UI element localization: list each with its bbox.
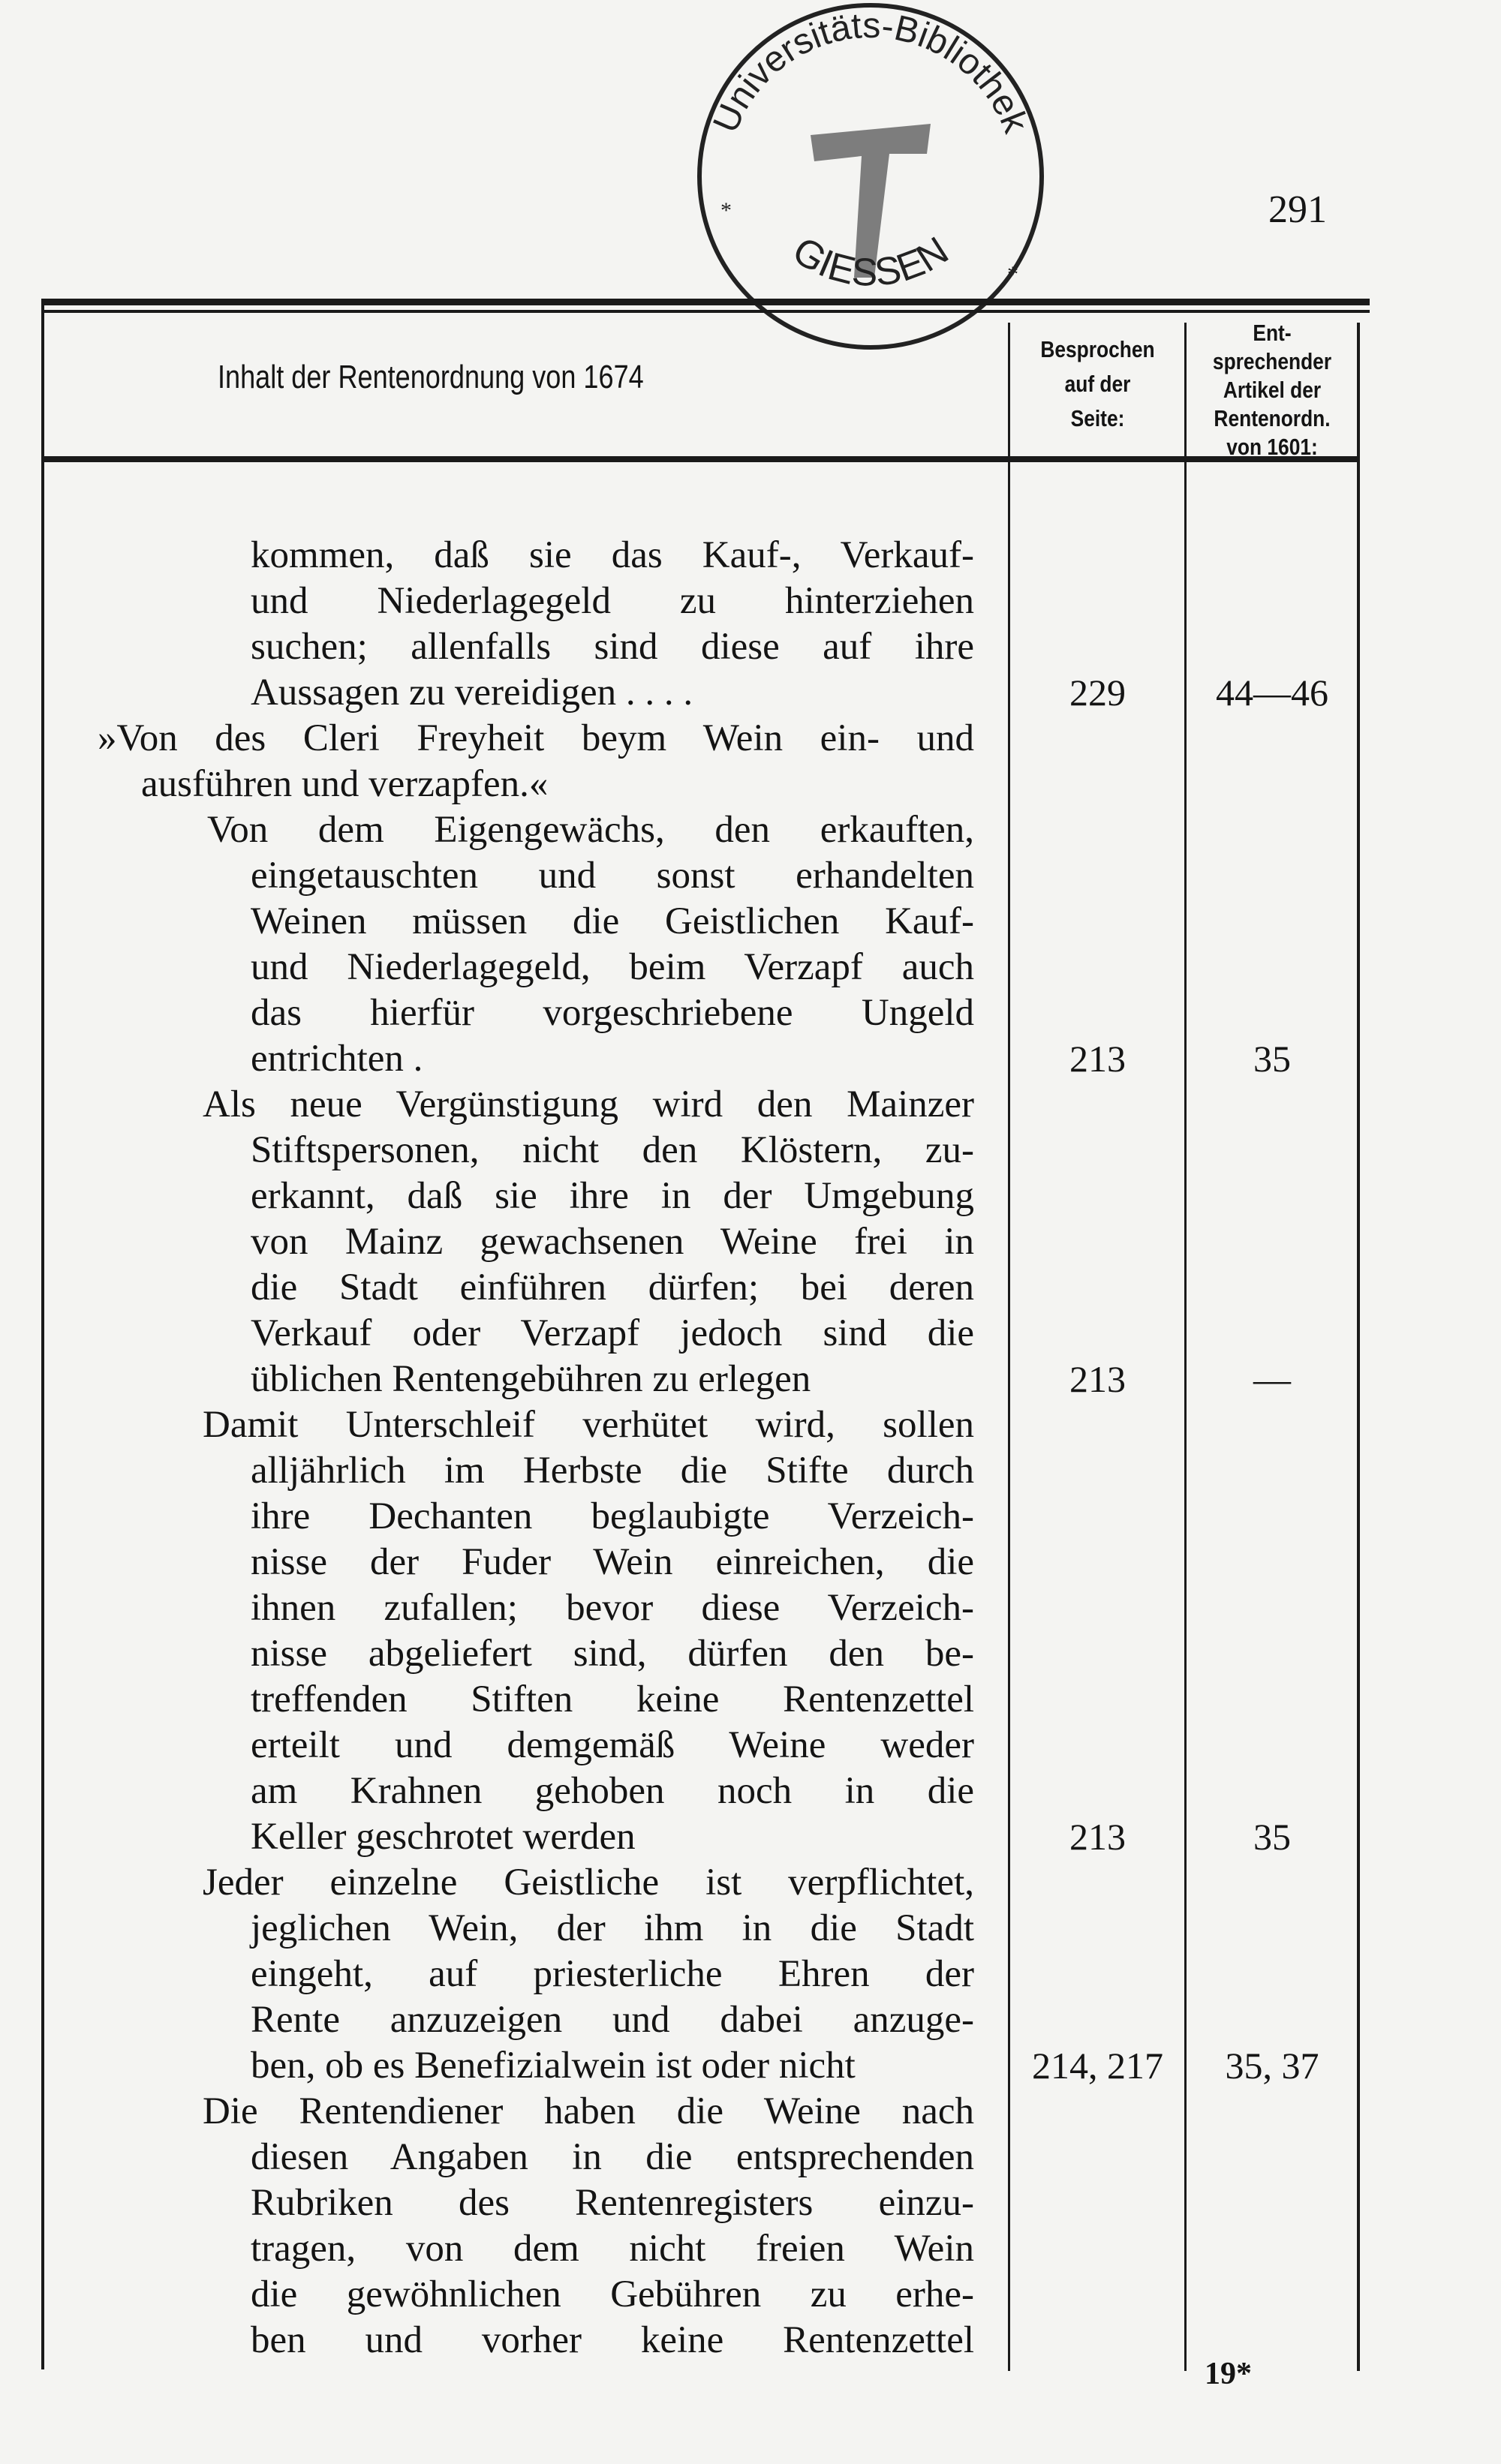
table-row <box>0 1631 1009 1677</box>
table-row <box>0 2135 1009 2180</box>
table-row <box>0 1540 1009 1585</box>
content-line: Jeder einzelne Geistliche ist verpflichtet, <box>203 1862 974 1904</box>
table-row <box>0 1036 1291 1082</box>
table-row <box>0 578 1009 624</box>
article-reference: 35, 37 <box>1225 2045 1319 2087</box>
table-row <box>0 1357 1291 1402</box>
content-line: erteilt und demgemäß Weine weder <box>251 1724 974 1766</box>
table-row <box>0 762 1009 807</box>
article-reference: 35 <box>1253 1038 1291 1080</box>
header-line: von 1601: <box>1226 434 1318 460</box>
content-line: entrichten . <box>251 1038 423 1080</box>
table-row <box>0 670 1328 716</box>
article-reference: 44—46 <box>1216 672 1328 714</box>
header-line: Rentenordn. <box>1214 405 1331 431</box>
table-row <box>0 1585 1009 1631</box>
table-row <box>0 1997 1009 2043</box>
table-row <box>0 1448 1009 1494</box>
table-row <box>0 1082 1009 1128</box>
header-line: Seite: <box>1070 405 1125 431</box>
content-line: üblichen Rentengebühren zu erlegen <box>251 1358 811 1400</box>
stamp-bottom-text: GIESSEN <box>784 228 957 296</box>
content-line: die Stadt einführen dürfen; bei deren <box>251 1267 974 1309</box>
content-line: ben, ob es Benefizialwein ist oder nicht <box>251 2045 856 2087</box>
page-reference: 229 <box>1069 672 1126 714</box>
content-line: die gewöhnlichen Gebühren zu erhe- <box>251 2273 974 2315</box>
article-reference: 35 <box>1253 1816 1291 1858</box>
table-row <box>0 1860 1009 1906</box>
page-number: 291 <box>1268 188 1327 231</box>
content-line: Als neue Vergünstigung wird den Mainzer <box>203 1083 974 1125</box>
content-line: Von dem Eigengewächs, den erkauften, <box>207 809 974 851</box>
header-line: auf der <box>1064 371 1131 397</box>
table-row <box>0 1494 1009 1540</box>
content-line: Rubriken des Rentenregisters einzu- <box>251 2182 974 2224</box>
signature-mark: 19* <box>1205 2357 1252 2391</box>
table-row <box>0 899 1009 945</box>
table-row <box>0 1173 1009 1219</box>
table-row <box>0 990 1009 1036</box>
table-row <box>0 2180 1009 2226</box>
content-column-header: Inhalt der Rentenordnung von 1674 <box>218 359 644 395</box>
content-line: Rente anzuzeigen und dabei anzuge- <box>251 1999 974 2041</box>
table-row <box>0 1952 1009 1997</box>
content-line: das hierfür vorgeschriebene Ungeld <box>251 992 974 1034</box>
table-row <box>0 807 1009 853</box>
article-reference: — <box>1253 1358 1291 1400</box>
table-row <box>0 624 1009 670</box>
content-line: Aussagen zu vereidigen . . . . <box>251 672 693 714</box>
content-line: Weinen müssen die Geistlichen Kauf- <box>251 900 974 942</box>
content-line: treffenden Stiften keine Rentenzettel <box>251 1678 974 1720</box>
svg-text:*: * <box>1007 262 1018 287</box>
content-line: suchen; allenfalls sind diese auf ihre <box>251 626 974 668</box>
content-line: von Mainz gewachsenen Weine frei in <box>251 1221 974 1263</box>
table-row <box>0 1402 1009 1448</box>
content-line: ihre Dechanten beglaubigte Verzeich- <box>251 1495 974 1537</box>
table-row <box>0 1265 1009 1311</box>
content-line: diesen Angaben in die entsprechenden <box>251 2136 974 2178</box>
table-row <box>0 2089 1009 2135</box>
top-thin-rule <box>41 310 1370 313</box>
header-bottom-rule <box>41 456 1358 462</box>
content-line: nisse der Fuder Wein einreichen, die <box>251 1541 974 1583</box>
table-row <box>0 2043 1319 2089</box>
table-row <box>0 1723 1009 1768</box>
table-row <box>0 533 1009 578</box>
header-line: Besprochen <box>1040 336 1155 362</box>
table-row <box>0 1814 1291 1860</box>
table-row <box>0 2226 1009 2272</box>
content-line: Verkauf oder Verzapf jedoch sind die <box>251 1312 974 1354</box>
page-reference: 214, 217 <box>1032 2045 1163 2087</box>
content-line: ihnen zufallen; bevor diese Verzeich- <box>251 1587 974 1629</box>
table-body <box>0 533 1328 2363</box>
page-reference: 213 <box>1069 1038 1126 1080</box>
page-column-header <box>1023 335 1173 433</box>
table-row <box>0 1906 1009 1952</box>
header-line: sprechender <box>1212 348 1332 374</box>
content-line: ausführen und verzapfen.« <box>141 763 549 805</box>
content-line: eingetauschten und sonst erhandelten <box>251 855 974 897</box>
content-line: eingeht, auf priesterliche Ehren der <box>251 1953 974 1995</box>
content-line: und Niederlagegeld zu hinterziehen <box>251 580 974 622</box>
table-row <box>0 716 1009 762</box>
table-row <box>0 2318 1009 2363</box>
content-line: Keller geschrotet werden <box>251 1816 636 1858</box>
content-line: alljährlich im Herbste die Stifte durch <box>251 1450 974 1492</box>
stamp-top-text: Universitäts-Bibliothek <box>705 5 1036 139</box>
content-line: am Krahnen gehoben noch in die <box>251 1770 974 1812</box>
library-stamp <box>683 0 1058 360</box>
content-line: »Von des Cleri Freyheit beym Wein ein- und <box>98 717 974 759</box>
content-line: ben und vorher keine Rentenzettel <box>251 2319 974 2361</box>
content-line: und Niederlagegeld, beim Verzapf auch <box>251 946 974 988</box>
top-thick-rule <box>41 299 1370 305</box>
svg-text:*: * <box>720 198 732 223</box>
table-row <box>0 1768 1009 1814</box>
table-row <box>0 853 1009 899</box>
content-line: Damit Unterschleif verhütet wird, sollen <box>203 1404 974 1446</box>
content-line: jeglichen Wein, der ihm in die Stadt <box>251 1907 974 1949</box>
page-reference: 213 <box>1069 1816 1126 1858</box>
table-row <box>0 945 1009 990</box>
content-line: Die Rentendiener haben die Weine nach <box>203 2090 974 2132</box>
table-row <box>0 1677 1009 1723</box>
table-row <box>0 1128 1009 1173</box>
header-line: Artikel der <box>1223 377 1322 403</box>
table-row <box>0 1311 1009 1357</box>
content-line: erkannt, daß sie ihre in der Umgebung <box>251 1175 974 1217</box>
content-line: tragen, von dem nicht freien Wein <box>251 2228 974 2270</box>
table-row <box>0 1219 1009 1265</box>
page-reference: 213 <box>1069 1358 1126 1400</box>
content-line: nisse abgeliefert sind, dürfen den be- <box>251 1633 974 1675</box>
header-line: Ent- <box>1253 320 1292 346</box>
table-row <box>0 2272 1009 2318</box>
article-column-header <box>1199 319 1346 461</box>
content-line: Stiftspersonen, nicht den Klöstern, zu- <box>251 1129 974 1171</box>
content-line: kommen, daß sie das Kauf-, Verkauf- <box>251 534 974 576</box>
